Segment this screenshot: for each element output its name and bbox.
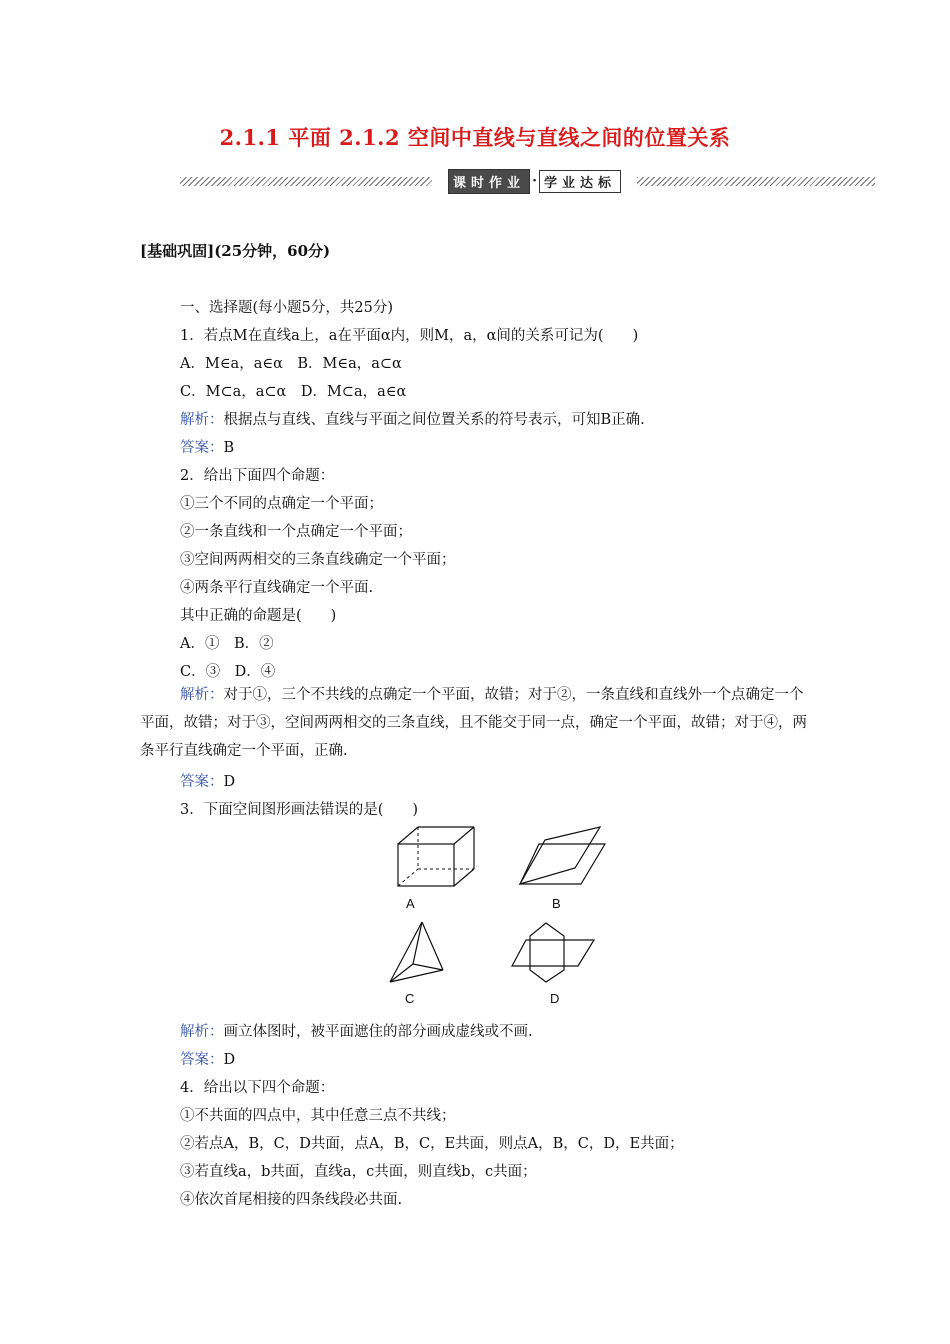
q2-proposition-3: ③空间两两相交的三条直线确定一个平面； bbox=[180, 552, 456, 568]
analysis-label: 解析： bbox=[180, 412, 224, 428]
q2-proposition-2: ②一条直线和一个点确定一个平面； bbox=[180, 524, 412, 540]
section-heading: [基础巩固](25分钟，60分) bbox=[140, 242, 331, 260]
answer-label: 答案： bbox=[180, 774, 224, 790]
figure-d-planes bbox=[508, 918, 598, 986]
banner-dot: · bbox=[532, 173, 537, 189]
q4-proposition-4: ④依次首尾相接的四条线段必共面. bbox=[180, 1192, 403, 1208]
q1-stem: 1．若点M在直线a上，a在平面α内，则M，a，α间的关系可记为( ) bbox=[180, 328, 639, 344]
banner-hatch-right bbox=[637, 177, 875, 186]
analysis-label: 解析： bbox=[180, 1024, 224, 1040]
q1-options-cd: C．M⊂a，a⊂α D．M⊂a，a∈α bbox=[180, 384, 407, 400]
figure-d-label: D bbox=[550, 991, 560, 1006]
figure-b-planes bbox=[515, 822, 610, 890]
question-group-heading: 一、选择题(每小题5分，共25分) bbox=[180, 300, 393, 316]
q2-stem: 2．给出下面四个命题： bbox=[180, 468, 335, 484]
q2-options-ab: A．① B．② bbox=[180, 636, 274, 652]
figure-c-tetrahedron bbox=[386, 918, 448, 988]
banner-label-standard: 学业达标 bbox=[539, 170, 621, 193]
page-title: 2.1.1 平面 2.1.2 空间中直线与直线之间的位置关系 bbox=[219, 125, 731, 150]
q1-analysis bbox=[180, 408, 645, 429]
figure-a-cube bbox=[388, 822, 478, 892]
answer-label: 答案： bbox=[180, 440, 224, 456]
q1-answer bbox=[180, 436, 234, 457]
q4-proposition-2: ②若点A，B，C，D共面，点A，B，C，E共面，则点A，B，C，D，E共面； bbox=[180, 1136, 684, 1152]
q3-answer bbox=[180, 1048, 235, 1069]
q2-proposition-1: ①三个不同的点确定一个平面； bbox=[180, 496, 383, 512]
q4-proposition-1: ①不共面的四点中，其中任意三点不共线； bbox=[180, 1108, 456, 1124]
section-banner bbox=[180, 170, 875, 192]
figure-c-label: C bbox=[405, 991, 415, 1006]
analysis-label: 解析： bbox=[180, 687, 224, 703]
figure-a-label: A bbox=[406, 896, 415, 911]
q2-analysis-text: 对于①，三个不共线的点确定一个平面，故错；对于②，一条直线和直线外一个点确定一个平面，故错；对于③，空间两两相交的三条直线，且不能交于同一点，确定一个平面，故错；对于④，两条平行直线确定一个平面，正确. bbox=[140, 687, 807, 759]
banner-hatch-left bbox=[180, 177, 432, 186]
q1-analysis-text: 根据点与直线、直线与平面之间位置关系的符号表示，可知B正确. bbox=[223, 412, 645, 428]
q4-stem: 4．给出以下四个命题： bbox=[180, 1080, 335, 1096]
banner-label-homework: 课时作业 bbox=[448, 169, 530, 194]
answer-label: 答案： bbox=[180, 1052, 224, 1068]
q2-analysis bbox=[140, 681, 815, 765]
q2-answer bbox=[180, 770, 235, 791]
q2-ask: 其中正确的命题是( ) bbox=[180, 608, 337, 624]
q2-answer-value: D bbox=[223, 774, 236, 790]
figure-b-label: B bbox=[552, 896, 561, 911]
q1-options-ab: A．M∈a，a∈α B．M∈a，a⊂α bbox=[180, 356, 402, 372]
q1-answer-value: B bbox=[223, 440, 235, 456]
q3-analysis bbox=[180, 1020, 533, 1041]
q2-proposition-4: ④两条平行直线确定一个平面. bbox=[180, 580, 374, 596]
q3-stem: 3．下面空间图形画法错误的是( ) bbox=[180, 802, 419, 818]
q3-answer-value: D bbox=[223, 1052, 236, 1068]
q2-options-cd: C．③ D．④ bbox=[180, 664, 276, 680]
q3-analysis-text: 画立体图时，被平面遮住的部分画成虚线或不画. bbox=[223, 1024, 533, 1040]
q4-proposition-3: ③若直线a，b共面，直线a，c共面，则直线b，c共面； bbox=[180, 1164, 537, 1180]
banner-badges bbox=[432, 170, 637, 192]
